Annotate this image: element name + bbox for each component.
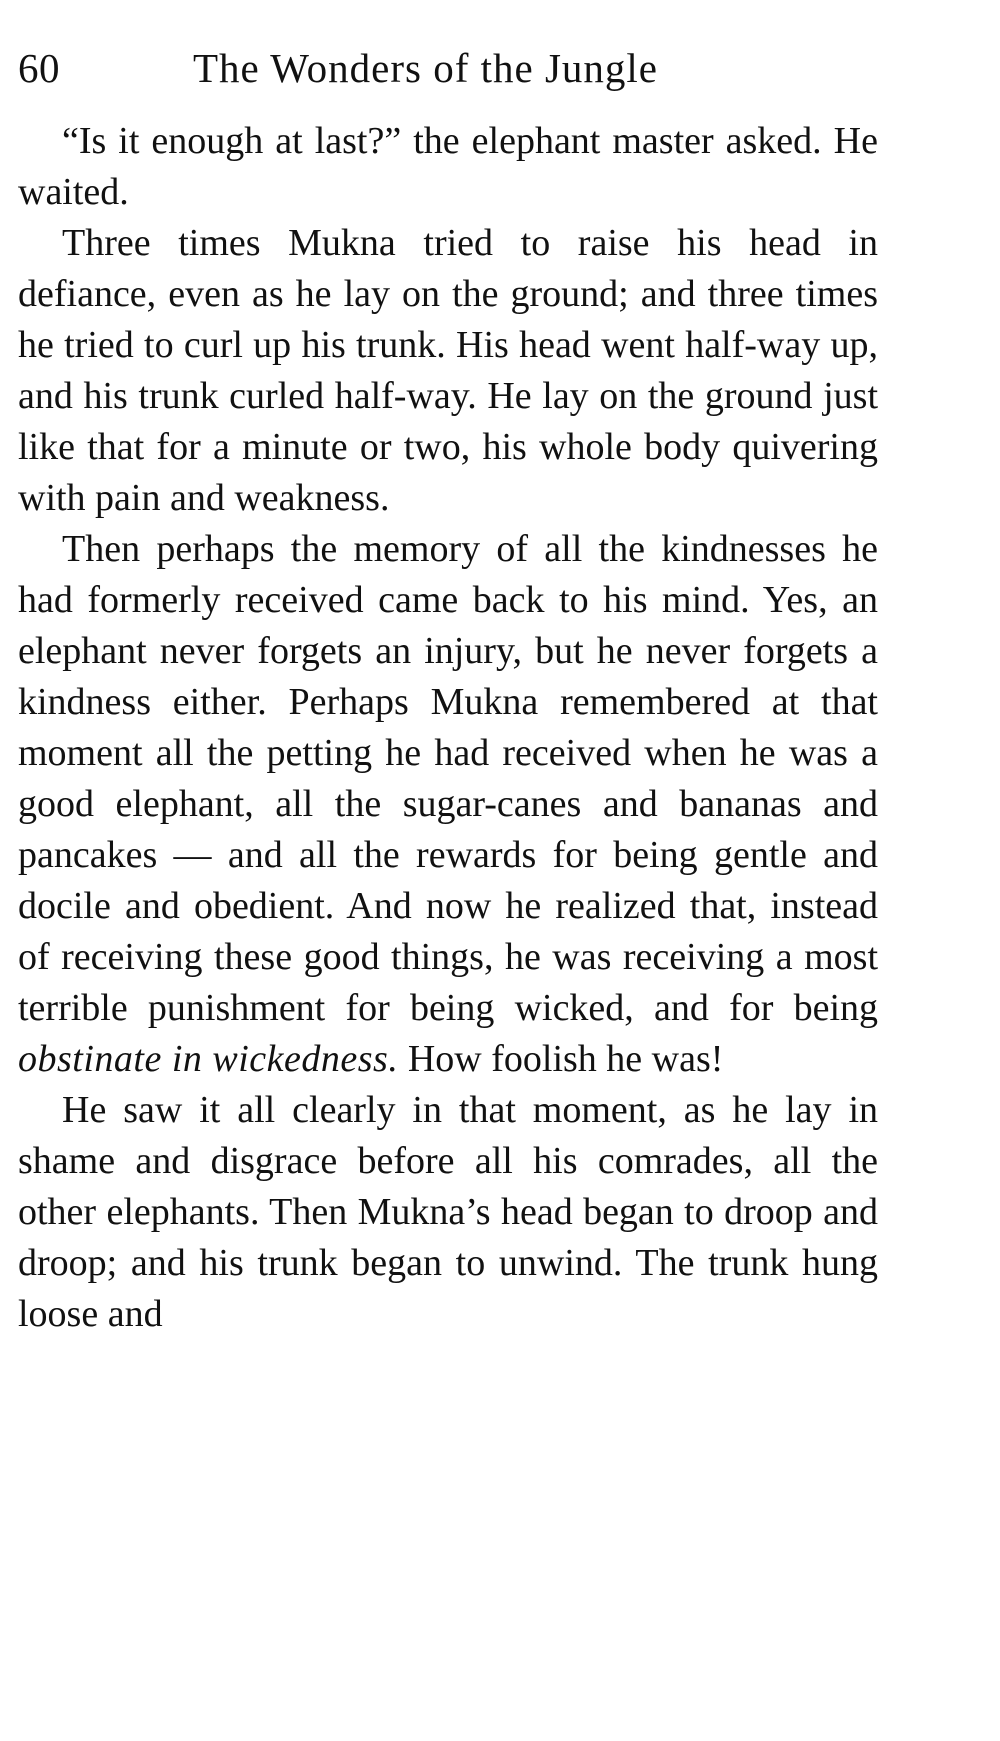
running-head: [18, 38, 978, 98]
paragraph-2: Three times Mukna tried to raise his head in defiance, even as he lay on the ground; and three times he tried to curl up his trunk. His head went half-way up, and his trunk curled half-way. He lay on the ground just like that for a minute or two, his whole body quivering with pain and weakness.: [18, 222, 878, 519]
paragraph-3-text-after: How foolish he was!: [398, 1038, 724, 1080]
paragraph-3: [18, 524, 878, 1085]
book-title: The Wonders of the Jungle: [193, 45, 659, 91]
paragraph-3-text-before: Then perhaps the memory of all the kindnesses he had formerly received came back to his mind. Yes, an elephant never forgets an injury, but he never forgets a kindness either. Perhaps Mukna remembered at that moment all the petting he had received when he was a good elephant, all the sugar-canes and bananas and pancakes — and all the rewards for being gentle and docile and obedient. And now he realized that, instead of receiving these good things, he was receiving a most terrible punishment for being wicked, and for being: [18, 528, 878, 1029]
paragraph-1: “Is it enough at last?” the elephant master asked. He waited.: [18, 120, 878, 213]
italic-emphasis: obstinate in wickedness.: [18, 1038, 399, 1080]
body-text: [18, 116, 878, 1340]
page-number: 60: [18, 45, 60, 91]
paragraph-4: He saw it all clearly in that moment, as he lay in shame and disgrace before all his comrades, all the other elephants. Then Mukna’s head began to droop and droop; and his trunk began to unwind. The trunk hung loose and: [18, 1089, 878, 1335]
